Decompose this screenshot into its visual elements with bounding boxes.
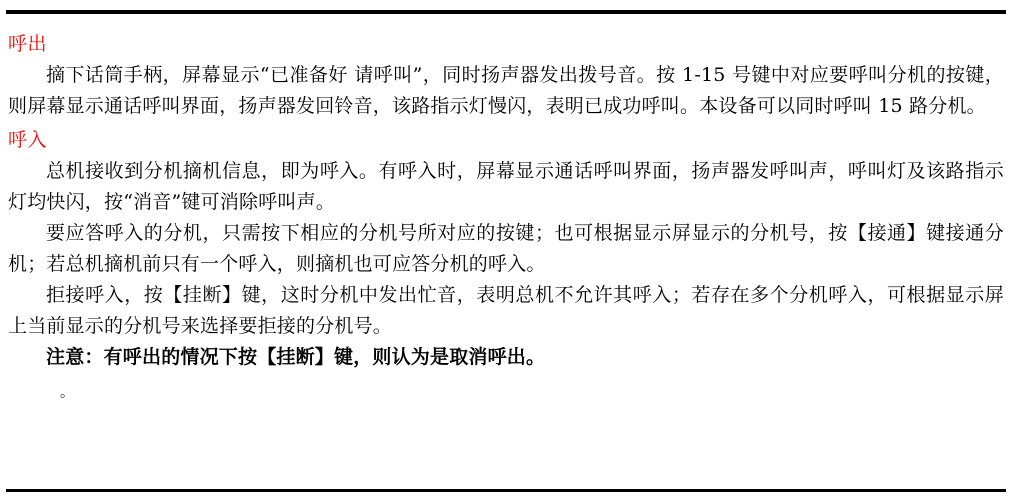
paragraph-call-in-1: 总机接收到分机摘机信息，即为呼入。有呼入时，屏幕显示通话呼叫界面，扬声器发呼叫声，呼叫灯及该路指示灯均快闪，按“消音”键可消除呼叫声。 bbox=[8, 160, 1004, 213]
paragraph-call-in-3: 拒接呼入，按【挂断】键，这时分机中发出忙音，表明总机不允许其呼入；若存在多个分机呼入，可根据显示屏上当前显示的分机号来选择要拒接的分机号。 bbox=[8, 284, 1004, 337]
paragraph-call-out-1: 摘下话筒手柄，屏幕显示“已准备好 请呼叫”，同时扬声器发出拨号音。按 1-15 号键中对应要呼叫分机的按键，则屏幕显示通话呼叫界面，扬声器发回铃音，该路指示灯慢闪，表明已成功呼叫。本设备可以同时呼叫 15 路分机。 bbox=[8, 64, 1004, 117]
paragraph-note: 注意：有呼出的情况下按【挂断】键，则认为是取消呼出。 bbox=[46, 346, 546, 368]
paragraph-call-in-2: 要应答呼入的分机，只需按下相应的分机号所对应的按键；也可根据显示屏显示的分机号，按【接通】键接通分机；若总机摘机前只有一个呼入，则摘机也可应答分机的呼入。 bbox=[8, 222, 1004, 275]
header-rule bbox=[6, 10, 1006, 14]
section-heading-call-in: 呼入 bbox=[8, 129, 48, 151]
footer-rule bbox=[6, 489, 1006, 492]
trailing-mark: 。 bbox=[60, 385, 74, 401]
section-heading-call-out: 呼出 bbox=[8, 33, 48, 55]
document-content bbox=[8, 30, 1004, 405]
